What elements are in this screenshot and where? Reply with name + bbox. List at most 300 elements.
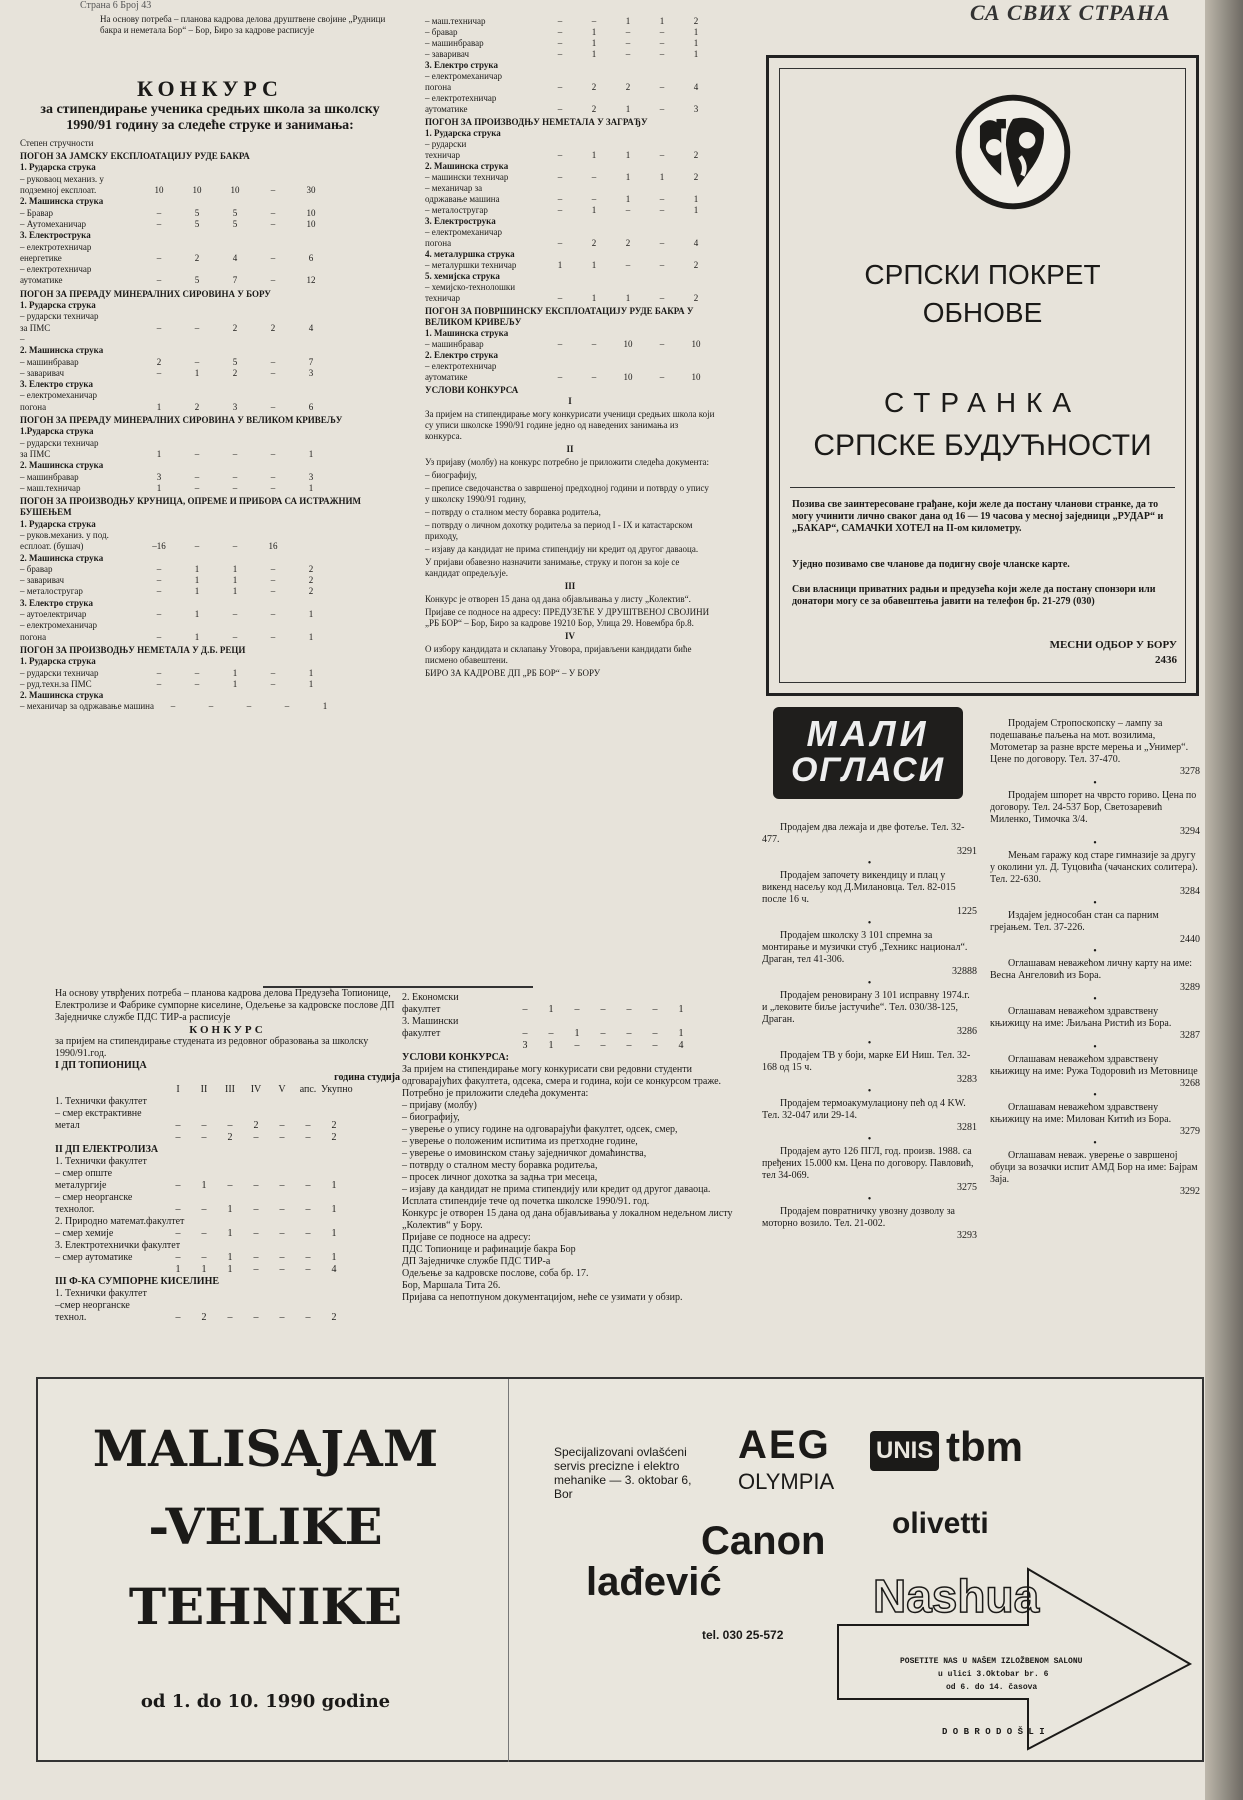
row-label: – металуршки техничар [425, 260, 517, 270]
row-label: – руд.техн.за ПМС [20, 678, 92, 689]
roman-numeral: II [566, 444, 574, 454]
page-folio: Страна 6 Број 43 [80, 0, 152, 11]
group-heading: 1. Машинска струка [425, 328, 509, 338]
row-value: 2 [194, 252, 200, 263]
row-value: 1 [331, 1180, 337, 1191]
konkurs-column-2 [425, 16, 715, 976]
table-row [55, 1252, 400, 1264]
mali-logo-line1: МАЛИ [806, 713, 930, 754]
row-value: – [270, 471, 276, 482]
row-label: – бравар [20, 563, 53, 574]
group-heading: 4. металуршка струка [425, 249, 515, 259]
paragraph: Конкурс је отворен 15 дана од дана објављивања у листу „Колектив“. [425, 594, 691, 604]
classified-ad-text: Издајем једнособан стан са парним грејањем. Тел. 37-226. [990, 910, 1159, 933]
row-value: – [557, 150, 563, 160]
row-value: – [194, 541, 200, 552]
row-value: – [652, 1028, 658, 1039]
section-heading: ПОГОН ЗА ПРОИЗВОДЊУ КРУНИЦА, ОПРЕМЕ И ПРИБОРА СА ИСТРАЖНИМ БУШЕЊЕМ [20, 496, 362, 518]
row-value: 10 [192, 185, 202, 196]
table-row [20, 679, 400, 690]
row-value: 1 [308, 482, 314, 493]
row-label: – хемијско-технолошки [425, 282, 516, 292]
bullet-separator: • [1093, 898, 1097, 909]
row-value: 2 [693, 172, 699, 182]
row-value: – [253, 1132, 259, 1143]
paragraph: Пријаве се подносе на адресу: [402, 1232, 531, 1243]
konkurs-list-2 [425, 16, 715, 679]
row-value: – [232, 631, 238, 642]
row-value: 5 [194, 275, 200, 286]
row-value: 7 [308, 356, 314, 367]
row-label [55, 1084, 165, 1096]
classified-ad-number: 1225 [957, 906, 977, 917]
row-value: – [659, 339, 665, 349]
row-label: погона [425, 82, 452, 92]
row-value: – [305, 1264, 311, 1275]
row-value: 16 [268, 541, 278, 552]
party-ad-number: 2436 [1155, 654, 1177, 666]
row-value: 1 [194, 586, 200, 597]
table-row [55, 1120, 400, 1132]
row-value: 1 [194, 631, 200, 642]
row-value: – [600, 1004, 606, 1015]
table-row [55, 1312, 400, 1324]
classified-ad-text: Продајем термоакумулациону пећ од 4 KW. Тел. 32-047 или 29-14. [762, 1098, 966, 1121]
paragraph: Одељење за кадровске послове, соба бр. 17. [402, 1268, 589, 1279]
row-value: 1 [232, 563, 238, 574]
group-heading: 3. Електро струка [425, 60, 498, 70]
table-row [20, 449, 400, 460]
table-row [55, 1228, 400, 1240]
row-label: – заваривач [20, 575, 65, 586]
row-value: 1 [659, 172, 665, 182]
table-row [55, 1240, 400, 1252]
row-value: 10 [691, 339, 701, 349]
row-value: – [279, 1228, 285, 1239]
party-line1: СРПСКИ ПОКРЕТ [864, 259, 1101, 290]
classified-ad-text: Оглашавам неваж. уверење о завршеној обуци за возачки испит АМД Бор на име: Бајрам Заја. [990, 1150, 1198, 1185]
table-row [425, 71, 715, 82]
row-value: – [284, 701, 290, 712]
row-value: – [626, 1040, 632, 1051]
table-row [55, 1132, 400, 1144]
classified-ad-text: Продајем реновирану 3 101 исправну 1974.г. и „лековите биље јастучиће“. Тел. 030/38-125, Драган. [762, 990, 970, 1025]
row-value: 3 [522, 1040, 528, 1051]
row-value: 1 [693, 49, 699, 59]
row-value: 1 [591, 38, 597, 48]
row-value: – [279, 1312, 285, 1323]
service-text: Specijalizovani ovlašćeni servis precizne i elektro mehanike — 3. oktobar 6, Bor [554, 1445, 692, 1501]
degree-label: Степен стручности [20, 137, 94, 148]
row-value: – [522, 1028, 528, 1039]
classified-ad-text: Оглашавам неважећом здравствену књижицу на име: Ружа Тодоровић из Метовнице [990, 1054, 1198, 1077]
row-value: – [246, 701, 252, 712]
column-header: III [225, 1084, 235, 1095]
table-row [425, 339, 715, 350]
row-value: 5 [232, 356, 238, 367]
classified-ad-text: Продајем школску 3 101 спремна за монтирање и музички стуб „Техникс национал“. Драган, тел 41-306. [762, 930, 968, 965]
section-heading: ПОГОН ЗА ПРЕРАДУ МИНЕРАЛНИХ СИРОВИНА У ВЕЛИКОМ КРИВЕЉУ [20, 415, 343, 426]
paragraph: БИРО ЗА КАДРОВЕ ДП „РБ БОР“ – У БОРУ [425, 668, 601, 678]
row-label: 2. Економски [402, 992, 459, 1003]
row-value: 3 [693, 104, 699, 114]
row-value: – [625, 205, 631, 215]
row-value: – [194, 322, 200, 333]
visit-line1: POSETITE NAS U NAŠEM IZLOŽBENOM SALONU [900, 1657, 1083, 1666]
row-value: – [652, 1040, 658, 1051]
row-value: – [548, 1028, 554, 1039]
table-row [20, 357, 400, 368]
row-value: – [201, 1120, 207, 1131]
bullet-separator: • [1093, 838, 1097, 849]
row-value: – [208, 701, 214, 712]
row-value: – [270, 367, 276, 378]
group-heading: 2. Машинска струка [425, 161, 509, 171]
row-value: – [659, 205, 665, 215]
row-label: факултет [402, 1028, 441, 1039]
table-row [425, 183, 715, 194]
row-value: 5 [194, 218, 200, 229]
row-label: – електромеханичар [20, 620, 97, 631]
table-row [20, 575, 400, 586]
row-value: – [175, 1132, 181, 1143]
section-heading: ПОГОН ЗА ЈАМСКУ ЕКСПЛОАТАЦИЈУ РУДЕ БАКРА [20, 151, 250, 162]
paragraph: За пријем на стипендирање могу конкурисати сви редовни студенти одговарајућих факултета, одсека, смера и година, који се конкурсом траже. [402, 1064, 722, 1087]
classified-ad-number: 3278 [1180, 766, 1200, 777]
section-heading: ПОГОН ЗА ПРОИЗВОДЊУ НЕМЕТАЛА У ЗАГРАЂУ [425, 117, 648, 127]
classified-ad-text: Продајем започету викендицу и плац у викенд насељу код Д.Милановца. Тел. 82-015 после 16 ч. [762, 870, 956, 905]
bullet-separator: • [867, 858, 872, 869]
classified-ad-number: 3279 [1180, 1126, 1200, 1137]
row-value: 2 [308, 563, 314, 574]
row-value: 1 [227, 1228, 233, 1239]
row-label: – машинбравар [20, 471, 79, 482]
classifieds-right [990, 718, 1200, 1398]
row-value: 1 [591, 205, 597, 215]
table-row [55, 1096, 400, 1108]
classified-ad-number: 3283 [957, 1074, 977, 1085]
group-heading: 3. Електрострука [425, 216, 496, 226]
row-value: 5 [232, 218, 238, 229]
table-row [55, 1180, 400, 1192]
group-heading: 2. Машинска струка [20, 690, 104, 701]
party-ad [766, 55, 1199, 696]
banner-line3: TEHNIKE [128, 1577, 403, 1636]
row-value: – [270, 563, 276, 574]
row-value: 12 [306, 275, 316, 286]
column-headers [55, 1084, 400, 1096]
tbm-logo: tbm [946, 1423, 1023, 1470]
table-row [425, 27, 715, 38]
row-value: 4 [308, 322, 314, 333]
row-value: – [305, 1120, 311, 1131]
mali-logo-line2: ОГЛАСИ [790, 751, 946, 789]
classified-ad-number: 3286 [957, 1026, 977, 1037]
paragraph: Пријаве се подносе на адресу: ПРЕДУЗЕЋЕ У ДРУШТВЕНОЈ СВОЈИНИ „РБ БОР“ – Бор, Биро за кадрове 19210 Бор, Улица 29. Новембра бр.8. [425, 607, 710, 628]
row-value: – [574, 1040, 580, 1051]
row-label: – руковаоц механиз. у [20, 173, 104, 184]
row-label: – електротехничар [20, 264, 92, 275]
row-value: – [305, 1132, 311, 1143]
row-label: – Аутомеханичар [20, 218, 87, 229]
row-value: 2 [331, 1312, 337, 1323]
unis-logo: UNIS [870, 1431, 939, 1471]
row-label: – смер опште [55, 1168, 113, 1179]
table-row [425, 194, 715, 205]
classified-ad-number: 3294 [1180, 826, 1200, 837]
table-row [425, 139, 715, 150]
table-row [402, 1004, 737, 1016]
table-row [425, 282, 715, 293]
row-value: – [253, 1252, 259, 1263]
classified-ad-text: Продајем повратничку увозну дозволу за моторно возило. Тел. 21-002. [762, 1206, 955, 1229]
row-value: – [156, 275, 162, 286]
row-value: 1 [175, 1264, 181, 1275]
row-value: – [659, 104, 665, 114]
row-value: 1 [678, 1004, 684, 1015]
banner-date: od 1. do 10. 1990 godine [140, 1691, 391, 1712]
table-row [20, 620, 400, 631]
row-value: – [557, 27, 563, 37]
row-value: –16 [152, 541, 166, 552]
classified-ad-text: Продајем Стропоскопску – лампу за подешавање паљења на мот. возилима, Мотометар за разне врсте мерења и „Унимер“. Цене по договору. Тел. 37-470. [990, 718, 1189, 765]
row-value: – [626, 1028, 632, 1039]
row-value: – [279, 1120, 285, 1131]
row-value: 1 [693, 205, 699, 215]
banner-phone: tel. 030 25-572 [702, 1628, 784, 1642]
row-value: – [591, 194, 597, 204]
table-row [20, 208, 400, 219]
konkurs-title: КОНКУРС [137, 75, 283, 101]
row-label: – механичар за одржавање машина [20, 701, 154, 712]
group-heading: 2. Машинска струка [20, 345, 104, 356]
row-label: –смер неорганске [55, 1300, 130, 1311]
table-row [20, 334, 400, 345]
years-head: година студија [334, 1072, 400, 1083]
row-value: 1 [232, 575, 238, 586]
row-label: погона [20, 401, 47, 412]
row-label: – аутоелектричар [20, 609, 87, 620]
row-value: – [305, 1180, 311, 1191]
konkurs2-head: I ДП ТОПИОНИЦА [55, 1060, 147, 1071]
table-row [55, 1204, 400, 1216]
olivetti-logo: olivetti [892, 1507, 989, 1540]
table-row [20, 438, 400, 449]
row-value: 3 [156, 471, 162, 482]
row-label: – машински техничар [425, 172, 509, 182]
row-value: – [201, 1228, 207, 1239]
table-row [425, 93, 715, 104]
row-label: есплоат. (бушач) [20, 541, 84, 552]
row-value: – [156, 667, 162, 678]
bullet-separator: • [867, 918, 872, 929]
row-value: – [194, 678, 200, 689]
table-row [55, 1192, 400, 1204]
paragraph: – уверење о имовинском стању заједничког домаћинства, [402, 1148, 647, 1159]
table-row [20, 311, 400, 322]
bullet-separator: • [1093, 1090, 1097, 1101]
row-value: – [659, 49, 665, 59]
olympia-logo: OLYMPIA [738, 1469, 835, 1494]
row-label: – смер екстрактивне [55, 1108, 142, 1119]
table-row [20, 564, 400, 575]
row-value: 1 [659, 16, 665, 26]
row-value: – [659, 150, 665, 160]
bullet-separator: • [867, 1134, 872, 1145]
mali-oglasi-logo [773, 707, 963, 799]
row-label: 3. Машински [402, 1016, 459, 1027]
row-label: за ПМС [20, 448, 51, 459]
table-row [20, 368, 400, 379]
row-label: – маш.техничар [20, 482, 81, 493]
visit-line2: u ulici 3.Oktobar br. 6 [938, 1670, 1049, 1679]
row-value: – [659, 38, 665, 48]
row-value: – [574, 1004, 580, 1015]
column-header: I [176, 1084, 180, 1095]
konkurs2-subtitle: за пријем на стипендирање студената из редовног образовања за школску 1990/91.год. [55, 1036, 369, 1059]
row-value [292, 541, 330, 552]
group-heading: 1. Рударска струка [20, 162, 96, 173]
table-row [20, 253, 400, 264]
table-row [425, 82, 715, 93]
group-heading: II ДП ЕЛЕКТРОЛИЗА [55, 1144, 159, 1155]
row-value: – [175, 1120, 181, 1131]
group-heading: 3. Електро струка [20, 379, 93, 390]
table-row [20, 701, 400, 712]
table-row [425, 293, 715, 304]
row-label: – електромеханичар [425, 71, 502, 81]
konkurs-column-1 [20, 14, 400, 984]
row-value: 1 [625, 16, 631, 26]
row-value: – [232, 609, 238, 620]
row-value: 1 [693, 38, 699, 48]
bullet-separator: • [867, 978, 872, 989]
paragraph: – пријаву (молбу) [402, 1100, 477, 1111]
row-value: – [279, 1180, 285, 1191]
row-value: 5 [194, 207, 200, 218]
group-heading: 3. Електрострука [20, 230, 91, 241]
row-label: – машинбравар [425, 339, 484, 349]
row-value: – [175, 1228, 181, 1239]
row-value: – [270, 356, 276, 367]
row-value: – [591, 172, 597, 182]
row-value: 10 [691, 372, 701, 382]
row-label: – заваривач [425, 49, 470, 59]
konkurs2-title: КОНКУРС [189, 1024, 266, 1036]
roman-numeral: I [568, 396, 572, 406]
row-label: 1. Технички факултет [55, 1288, 147, 1299]
row-value: – [194, 471, 200, 482]
row-label: – рударски техничар [20, 437, 99, 448]
paragraph: У пријави обавезно назначити занимање, струку и погон за које се кандидат опредељује. [425, 557, 680, 578]
paragraph: Пријава са непотпуном документацијом, неће се узимати у обзир. [402, 1292, 683, 1303]
row-label [55, 1264, 165, 1276]
row-label: – бравар [425, 27, 458, 37]
group-heading: III Ф-КА СУМПОРНЕ КИСЕЛИНЕ [55, 1276, 220, 1287]
row-label [402, 1040, 512, 1052]
row-value: 1 [591, 27, 597, 37]
row-value: – [557, 82, 563, 92]
party-ad-inner [779, 68, 1186, 683]
table-row [425, 16, 715, 27]
column-header: апс. [299, 1084, 317, 1095]
row-value: – [659, 293, 665, 303]
row-value: 10 [154, 185, 164, 196]
row-value: 1 [156, 448, 162, 459]
konkurs2-intro: На основу утврђених потреба – планова кадрова делова Предузећа Топионице, Електролизе и Фабрике сумпорне киселине, Одељење за кадровске послове ДП Заједничке службе ПДС ТИР-а расписује [55, 988, 395, 1023]
classified-ad-number: 3287 [1180, 1030, 1200, 1041]
party-text-3: Сви власници приватних радњи и предузећа који желе да постану спонзори или донатори могу се за обавештења јавити на телефон бр. 21-279 (030) [792, 584, 1156, 607]
row-value: 2 [693, 150, 699, 160]
row-value: 2 [625, 82, 631, 92]
party-logo-icon [954, 93, 1072, 211]
row-value: – [270, 678, 276, 689]
table-row [55, 1216, 400, 1228]
paragraph: – потврду о сталном месту боравка родитеља, [425, 507, 601, 517]
row-value: – [170, 701, 176, 712]
row-label: за ПМС [20, 322, 51, 333]
row-value: – [194, 482, 200, 493]
row-value: 2 [591, 82, 597, 92]
row-label: технол. [55, 1312, 87, 1323]
group-heading: 1.Рударска струка [20, 426, 94, 437]
row-value: 4 [331, 1264, 337, 1275]
row-value: – [227, 1120, 233, 1131]
row-value: 2 [693, 260, 699, 270]
table-row [20, 242, 400, 253]
table-row [20, 586, 400, 597]
table-row [425, 260, 715, 271]
row-value: – [625, 38, 631, 48]
row-label: – машинбравар [425, 38, 484, 48]
row-label: технолог. [55, 1204, 95, 1215]
column-header: IV [250, 1084, 262, 1095]
konkurs2-column-1 [55, 988, 400, 1378]
row-value: 1 [591, 150, 597, 160]
canon-logo: Canon [701, 1519, 826, 1563]
row-value: 2 [331, 1120, 337, 1131]
row-value: 10 [230, 185, 240, 196]
table-row [425, 372, 715, 383]
group-heading: 2. Машинска струка [20, 460, 104, 471]
table-row [55, 1156, 400, 1168]
row-value: 1 [201, 1264, 207, 1275]
table-row [425, 172, 715, 183]
row-value: – [270, 448, 276, 459]
paragraph: ДП Заједничке службе ПДС ТИР-а [402, 1256, 551, 1267]
group-heading: 2. Машинска струка [20, 552, 104, 563]
section-heading: УСЛОВИ КОНКУРСА [425, 385, 519, 395]
row-value: 1 [194, 575, 200, 586]
table-row [55, 1288, 400, 1300]
row-label: – механичар за [425, 183, 483, 193]
row-value: 1 [322, 701, 328, 712]
classified-ad-text: Мењам гаражу код старе гимназије за другу у околини ул. Д. Туцовића (чачанских солитера). Тел. 22-630. [990, 850, 1198, 885]
row-value: – [270, 401, 276, 412]
row-value: – [156, 218, 162, 229]
row-value: 1 [232, 586, 238, 597]
row-value: 2 [693, 16, 699, 26]
roman-numeral: III [564, 581, 576, 591]
table-row [425, 361, 715, 372]
row-value: – [305, 1312, 311, 1323]
paragraph: Уз пријаву (молбу) на конкурс потребно је приложити следећа документа: [425, 457, 710, 467]
paragraph: – изјаву да кандидат не прима стипендију или кредит од другог даваоца. [402, 1184, 711, 1195]
page-edge [1205, 0, 1243, 1800]
row-value: – [232, 448, 238, 459]
group-heading: 2. Електро струка [425, 350, 498, 360]
bullet-separator: • [1093, 778, 1097, 789]
